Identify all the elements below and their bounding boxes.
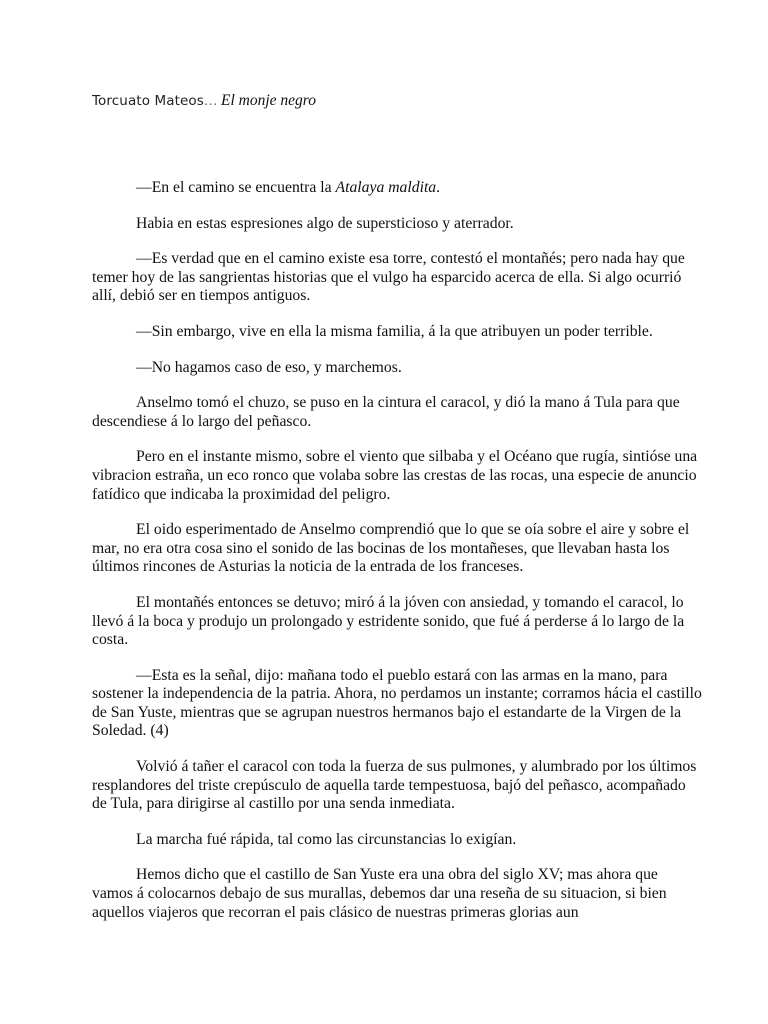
paragraph-line: resplandores del triste crepúsculo de aquella tarde tempestuosa, bajó del peñasco, acompañado — [92, 776, 686, 794]
paragraph-line: allí, debió ser en tiempos antiguos. — [92, 287, 311, 305]
paragraph-10 — [92, 666, 702, 741]
paragraph-line: Anselmo tomó el chuzo, se puso en la cintura el caracol, y dió la mano á Tula para que — [136, 394, 680, 412]
paragraph-line: Habia en estas espresiones algo de supersticioso y aterrador. — [136, 214, 514, 232]
paragraph-line: costa. — [92, 631, 129, 649]
header-title: El monje negro — [221, 92, 316, 109]
paragraph-5 — [92, 359, 680, 378]
paragraph-line: —Esta es la señal, dijo: mañana todo el pueblo estará con las armas en la mano, para — [136, 666, 668, 684]
paragraph-line: temer hoy de las sangrientas historias que el vulgo ha esparcido acerca de ella. Si algo ocurrió — [92, 268, 682, 286]
paragraph-4 — [92, 323, 680, 342]
text-run: —En el camino se encuentra la — [136, 179, 336, 196]
paragraph-3 — [92, 250, 685, 306]
running-header — [92, 91, 692, 111]
paragraph-line: sostener la independencia de la patria. Ahora, no perdamos un instante; corramos hácia el castillo — [92, 685, 702, 703]
paragraph-line: de Tula, para dirigirse al castillo por una senda inmediata. — [92, 795, 455, 813]
paragraph-line: vamos á colocarnos debajo de sus murallas, debemos dar una reseña de su situacion, si bien — [92, 885, 667, 903]
paragraph-13 — [92, 866, 680, 922]
paragraph-line: de San Yuste, mientras que se agrupan nuestros hermanos bajo el estandarte de la Virgen de la — [92, 703, 682, 721]
paragraph-line: Pero en el instante mismo, sobre el viento que silbaba y el Océano que rugía, sintióse una — [136, 448, 698, 466]
paragraph-1 — [92, 179, 680, 198]
text-run: . — [436, 179, 441, 196]
paragraph-9 — [92, 593, 685, 650]
paragraph-line: —Es verdad que en el camino existe esa torre, contestó el montañés; pero nada hay que — [136, 250, 685, 268]
paragraph-line: Volvió á tañer el caracol con toda la fuerza de sus pulmones, y alumbrado por los últimos — [136, 758, 697, 776]
paragraph-6 — [92, 394, 680, 431]
paragraph-line: Hemos dicho que el castillo de San Yuste era una obra del siglo XV; mas ahora que — [136, 866, 658, 884]
paragraph-line: —No hagamos caso de eso, y marchemos. — [136, 358, 402, 376]
italic-run: Atalaya maldita — [335, 179, 437, 196]
paragraph-line: vibracion estraña, un eco ronco que volaba sobre las crestas de las rocas, una especie de anuncio — [92, 466, 697, 484]
header-author: Torcuato Mateos — [92, 93, 204, 109]
paragraph-line: Soledad. (4) — [92, 722, 169, 740]
paragraph-12 — [92, 831, 680, 850]
body-text — [92, 179, 702, 939]
paragraph-11 — [92, 758, 697, 814]
paragraph-2 — [92, 215, 680, 234]
paragraph-line: El montañés entonces se detuvo; miró á la jóven con ansiedad, y tomando el caracol, lo — [136, 593, 684, 611]
header-ellipsis: … — [203, 93, 218, 109]
paragraph-line: aquellos viajeros que recorran el pais clásico de nuestras primeras glorias aun — [92, 903, 579, 921]
paragraph-8 — [92, 521, 690, 577]
paragraph-line — [92, 179, 680, 198]
paragraph-line: descendiese á lo largo del peñasco. — [92, 412, 312, 430]
paragraph-line: últimos rincones de Asturias la noticia de la entrada de los franceses. — [92, 558, 524, 576]
paragraph-line: El oido esperimentado de Anselmo comprendió que lo que se oía sobre el aire y sobre el — [136, 521, 690, 539]
paragraph-line: mar, no era otra cosa sino el sonido de las bocinas de los montañeses, que llevaban hasta los — [92, 539, 670, 557]
paragraph-line: llevó á la boca y produjo un prolongado y estridente sonido, que fué á perderse á lo largo de la — [92, 612, 685, 630]
paragraph-line: La marcha fué rápida, tal como las circunstancias lo exigían. — [136, 830, 517, 848]
paragraph-line: —Sin embargo, vive en ella la misma familia, á la que atribuyen un poder terrible. — [136, 322, 653, 340]
paragraph-7 — [92, 448, 698, 504]
paragraph-line: fatídico que indicaba la proximidad del peligro. — [92, 485, 391, 503]
